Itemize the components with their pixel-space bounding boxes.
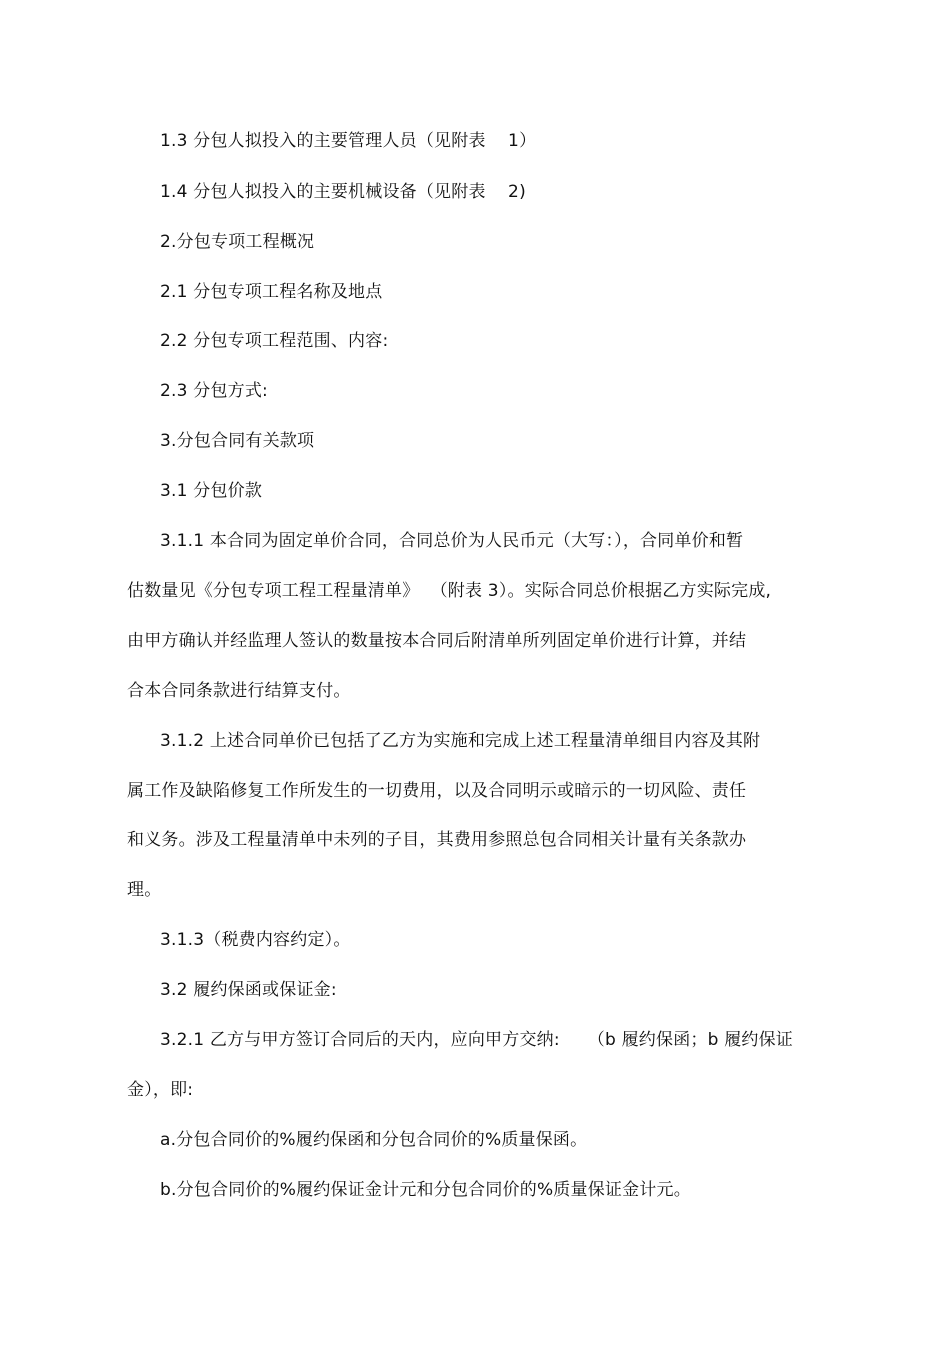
item-2-3-subcontract-method: 2.3 分包方式: <box>160 381 268 401</box>
heading-3-contract-terms: 3.分包合同有关款项 <box>160 431 315 451</box>
item-2-1-name-location: 2.1 分包专项工程名称及地点 <box>160 282 383 302</box>
item-1-4-main-equipment: 1.4 分包人拟投入的主要机械设备（见附表 2) <box>160 182 526 202</box>
clause-3-1-2-line-4: 理。 <box>127 880 162 900</box>
clause-3-1-1-line-3: 由甲方确认并经监理人签认的数量按本合同后附清单所列固定单价进行计算，并结 <box>127 631 747 651</box>
option-a-guarantee: a.分包合同价的%履约保函和分包合同价的%质量保函。 <box>160 1130 588 1150</box>
clause-3-1-1-line-2: 估数量见《分包专项工程工程量清单》 （附表 3）。实际合同总价根据乙方实际完成, <box>127 581 772 601</box>
clause-3-1-2-line-3: 和义务。涉及工程量清单中未列的子目，其费用参照总包合同相关计量有关条款办 <box>127 830 747 850</box>
clause-3-2-1-line-2: 金），即: <box>127 1080 194 1100</box>
item-1-3-main-managers: 1.3 分包人拟投入的主要管理人员（见附表 1） <box>160 131 537 151</box>
clause-3-2-1-line-1: 3.2.1 乙方与甲方签订合同后的天内，应向甲方交纳: （b 履约保函；b 履约保证 <box>160 1030 793 1050</box>
clause-3-1-2-line-2: 属工作及缺陷修复工作所发生的一切费用，以及合同明示或暗示的一切风险、责任 <box>127 781 747 801</box>
clause-3-1-2-line-1: 3.1.2 上述合同单价已包括了乙方为实施和完成上述工程量清单细目内容及其附 <box>160 731 761 751</box>
item-2-2-scope-content: 2.2 分包专项工程范围、内容: <box>160 331 389 351</box>
item-3-1-subcontract-price: 3.1 分包价款 <box>160 481 263 501</box>
clause-3-1-1-line-4: 合本合同条款进行结算支付。 <box>127 681 351 701</box>
option-b-deposit: b.分包合同价的%履约保证金计元和分包合同价的%质量保证金计元。 <box>160 1180 691 1200</box>
clause-3-1-3-tax: 3.1.3（税费内容约定）。 <box>160 930 351 950</box>
heading-2-project-overview: 2.分包专项工程概况 <box>160 232 315 252</box>
item-3-2-performance-guarantee: 3.2 履约保函或保证金: <box>160 980 337 1000</box>
clause-3-1-1-line-1: 3.1.1 本合同为固定单价合同，合同总价为人民币元（大写：），合同单价和暂 <box>160 531 744 551</box>
